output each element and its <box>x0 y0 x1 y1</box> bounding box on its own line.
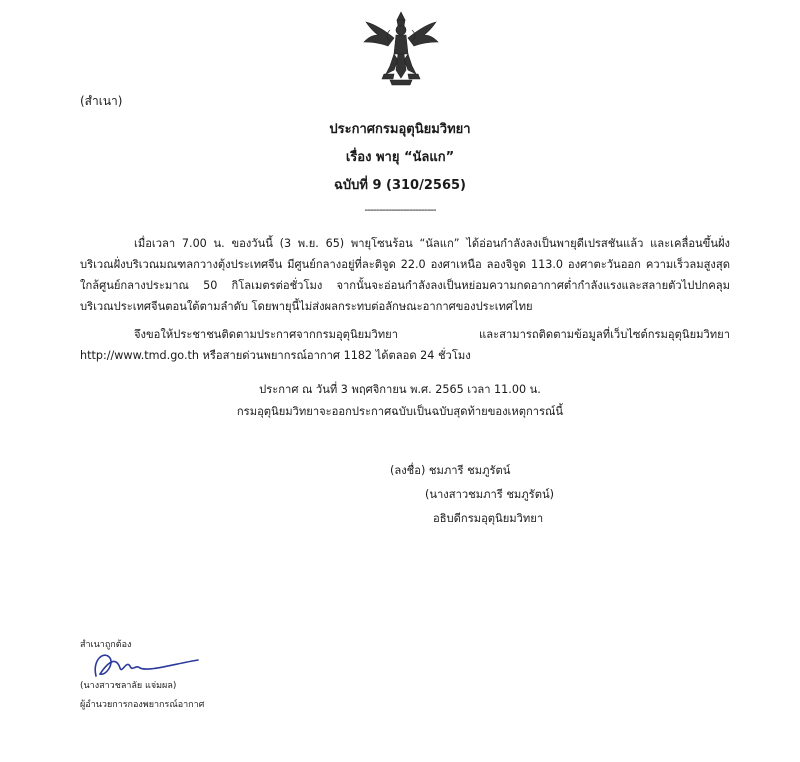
signatory-full-name: (นางสาวชมภารี ชมภูรัตน์) <box>425 488 554 501</box>
copy-marker: (สำเนา) <box>80 94 123 108</box>
separator-line: ------------------------ <box>364 203 436 216</box>
announcement-issue-number: ฉบับที่ 9 (310/2565) <box>334 178 466 193</box>
signed-line: (ลงชื่อ) ชมภารี ชมภูรัตน์ <box>390 464 511 477</box>
signatory-position: อธิบดีกรมอุตุนิยมวิทยา <box>433 512 544 525</box>
final-bulletin-note: กรมอุตุนิยมวิทยาจะออกประกาศฉบับเป็นฉบับสุดท้ายของเหตุการณ์นี้ <box>236 405 564 418</box>
certifier-position: ผู้อำนวยการกองพยากรณ์อากาศ <box>80 700 205 710</box>
announcement-subject: เรื่อง พายุ “นัลแก” <box>345 150 455 165</box>
body-paragraph-advice: จึงขอให้ประชาชนติดตามประกาศจากกรมอุตุนิยมวิทยา และสามารถติดตามข้อมูลที่เว็บไซต์กรมอุตุนิยมวิทยา http://www.tmd.go.th หรือสายด่วนพยากรณ์อากาศ 1182 ได้ตลอด 24 ชั่วโมง <box>80 328 730 362</box>
announcement-title: ประกาศกรมอุตุนิยมวิทยา <box>329 122 471 137</box>
announcement-date: ประกาศ ณ วันที่ 3 พฤศจิกายน พ.ศ. 2565 เวลา 11.00 น. <box>259 383 541 396</box>
certifier-name: (นางสาวชลาลัย แจ่มผล) <box>80 681 177 691</box>
body-paragraph-storm-status: เมื่อเวลา 7.00 น. ของวันนี้ (3 พ.ย. 65) พายุโซนร้อน “นัลแก” ได้อ่อนกำลังลงเป็นพายุดีเปรสชันแล้ว และเคลื่อนขึ้นฝั่งบริเวณฝั่งบริเวณมณฑลกวางตุ้งประเทศจีน มีศูนย์กลางอยู่ที่ละติจูด 22.0 องศาเหนือ ลองจิจูด 113.0 องศาตะวันออก ความเร็วลมสูงสุดใกล้ศูนย์กลางประมาณ 50 กิโลเมตรต่อชั่วโมง จากนั้นจะอ่อนกำลังลงเป็นหย่อมความกดอากาศต่ำกำลังแรงและสลายตัวไปปกคลุมบริเวณประเทศจีนตอนใต้ตามลำดับ โดยพายุนี้ไม่ส่งผลกระทบต่อลักษณะอากาศของประเทศไทย <box>80 237 730 313</box>
garuda-emblem <box>360 8 442 90</box>
certified-copy-label: สำเนาถูกต้อง <box>80 640 132 650</box>
